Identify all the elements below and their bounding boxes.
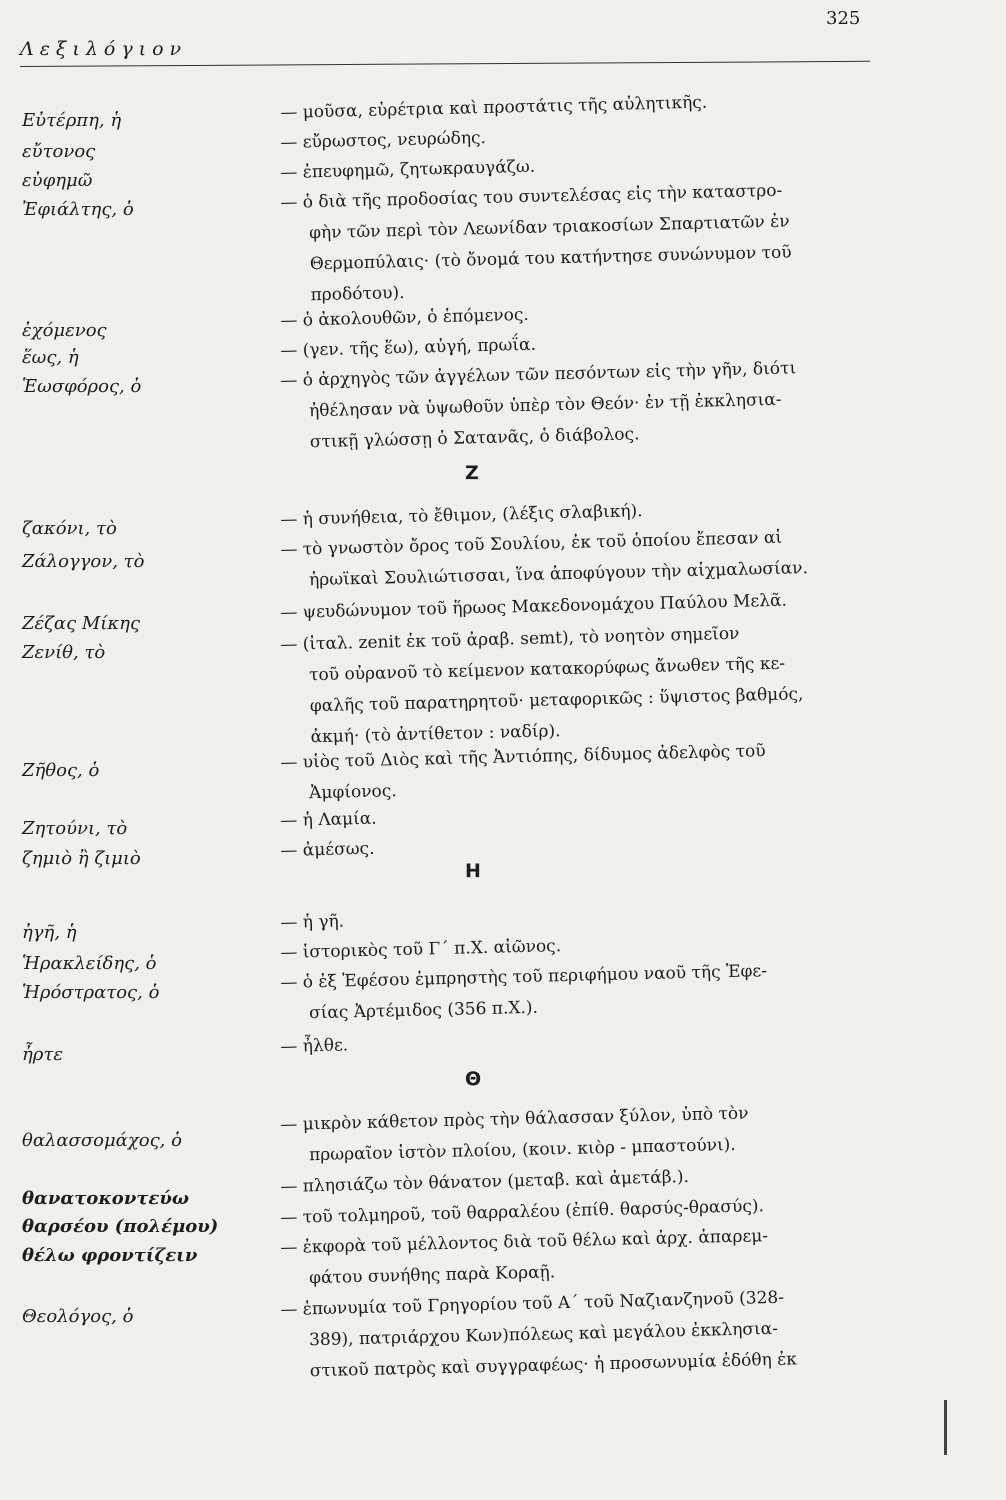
definition-line: προδότου). <box>310 282 405 306</box>
definition-line: Θερμοπύλαις· (τὸ ὄνομά του κατήντησε συνώνυμον τοῦ <box>309 242 792 275</box>
definition-line: ἡρωϊκαὶ Σουλιώτισσαι, ἵνα ἀποφύγουν τὴν αἰχμαλωσίαν. <box>308 558 809 591</box>
definition-line: — (γεν. τῆς ἕω), αὐγή, πρωΐα. <box>280 334 537 361</box>
definition-line: Ἀμφίονος. <box>308 781 397 804</box>
headword: εὐφημῶ <box>22 170 93 191</box>
section-letter-eta: Η <box>465 860 481 882</box>
definition-line: — ὁ ἀκολουθῶν, ὁ ἑπόμενος. <box>280 304 530 331</box>
definition-line: τοῦ οὐρανοῦ τὸ κείμενον κατακορύφως ἄνωθεν τῆς κε- <box>308 653 786 686</box>
headword: Ἑωσφόρος, ὁ <box>22 376 142 397</box>
definition-line: — ἀμέσως. <box>280 838 375 861</box>
running-title: Λεξιλόγιον <box>20 38 188 60</box>
definition-line: φὴν τῶν περὶ τὸν Λεωνίδαν τριακοσίων Σπαρτιατῶν ἐν <box>308 211 790 244</box>
definition-line: — ἐπευφημῶ, ζητωκραυγάζω. <box>280 156 536 183</box>
definition-line: — ψευδώνυμον τοῦ ἥρωος Μακεδονομάχου Παύλου Μελᾶ. <box>280 590 788 623</box>
headword: ζημιὸ ἢ ζιμιὸ <box>22 848 141 869</box>
definition <box>280 351 912 459</box>
headword: Εὐτέρπη, ἡ <box>22 110 122 131</box>
definition-line: — πλησιάζω τὸν θάνατον (μεταβ. καὶ ἀμετάβ.). <box>280 1167 690 1197</box>
definition-line: — ὁ ἐξ Ἐφέσου ἐμπρηστὴς τοῦ περιφήμου ναοῦ τῆς Ἐφε- <box>280 961 768 993</box>
headword: Ἡρόστρατος, ὁ <box>22 982 160 1003</box>
headword: ἦρτε <box>22 1044 63 1065</box>
definition-line: — ἡ συνήθεια, τὸ ἔθιμον, (λέξις σλαβική). <box>280 501 643 530</box>
headword: Ζάλογγον, τὸ <box>22 551 145 572</box>
definition-line: 389), πατριάρχου Κων)πόλεως καὶ μεγάλου ἐκκλησια- <box>308 1318 779 1351</box>
headword: εὔτονος <box>22 141 96 162</box>
definition-line: — τὸ γνωστὸν ὄρος τοῦ Σουλίου, ἐκ τοῦ ὁποίου ἔπεσαν αἱ <box>280 527 783 560</box>
definition <box>280 173 913 312</box>
headword: θαλασσομάχος, ὁ <box>22 1130 182 1151</box>
definition-line: στικοῦ πατρὸς καὶ συγγραφέως· ἡ προσωνυμία ἐδόθη ἐκ <box>309 1349 798 1382</box>
definition-line: — εὔρωστος, νευρώδης. <box>280 127 487 153</box>
headword: ζακόνι, τὸ <box>22 518 117 539</box>
headword: θέλω φροντίζειν <box>22 1245 198 1266</box>
header-rule <box>20 61 870 67</box>
definition-line: φαλῆς τοῦ παρατηρητοῦ· μεταφορικῶς : ὕψιστος βαθμός, <box>309 684 804 717</box>
headword: ἠγῆ, ἡ <box>22 922 77 943</box>
page-number: 325 <box>826 8 861 29</box>
definition-line: — μικρὸν κάθετον πρὸς τὴν θάλασσαν ξύλον, ὑπὸ τὸν <box>280 1103 749 1135</box>
headword: Ζενίθ, τὸ <box>22 642 106 663</box>
headword: ἕως, ἡ <box>22 347 79 368</box>
definition-line: σίας Ἀρτέμιδος (356 π.Χ.). <box>308 997 539 1024</box>
definition-line: — ἐκφορὰ τοῦ μέλλοντος διὰ τοῦ θέλω καὶ ἀρχ. ἀπαρεμ- <box>280 1226 769 1258</box>
definition-line: — ὁ διὰ τῆς προδοσίας του συντελέσας εἰς τὴν καταστρο- <box>280 180 783 213</box>
headword: θανατοκοντεύω <box>22 1188 189 1209</box>
definition-line: — ἐπωνυμία τοῦ Γρηγορίου τοῦ Α΄ τοῦ Ναζιανζηνοῦ (328- <box>280 1287 785 1320</box>
definition-line: ἠθέλησαν νὰ ὑψωθοῦν ὑπὲρ τὸν Θεόν· ἐν τῇ ἐκκλησια- <box>308 389 782 422</box>
definition-line: φάτου συνήθης παρὰ Κοραῇ. <box>308 1262 556 1289</box>
definition-line: πρωραῖον ἱστὸν πλοίου, (κοιν. κιὸρ - μπαστούνι). <box>308 1134 736 1166</box>
headword: Ζῆθος, ὁ <box>22 760 100 781</box>
definition-line: — ἱστορικὸς τοῦ Γ΄ π.Χ. αἰῶνος. <box>280 936 562 963</box>
headword: θαρσέου (πολέμου) <box>22 1216 219 1237</box>
headword: Θεολόγος, ὁ <box>22 1306 134 1327</box>
section-letter-theta: Θ <box>465 1068 482 1090</box>
margin-mark <box>944 1400 947 1455</box>
definition-line: στικῇ γλώσσῃ ὁ Σατανᾶς, ὁ διάβολος. <box>309 424 640 453</box>
definition-line: — ἡ Λαμία. <box>280 808 377 831</box>
definition <box>280 1280 912 1388</box>
definition <box>280 615 913 754</box>
definition-line: — ὁ ἀρχηγὸς τῶν ἀγγέλων τῶν πεσόντων εἰς τὴν γῆν, διότι <box>280 358 797 391</box>
definition-line: ἀκμή· (τὸ ἀντίθετον : ναδίρ). <box>310 721 561 748</box>
headword: ἐχόμενος <box>22 320 107 341</box>
headword: Ἡρακλείδης, ὁ <box>22 953 157 974</box>
definition-line: — ἦλθε. <box>280 1035 349 1057</box>
definition-line: — τοῦ τολμηροῦ, τοῦ θαρραλέου (ἐπίθ. θαρσύς-θρασύς). <box>280 1196 765 1228</box>
definition-line: — ἡ γῆ. <box>280 911 345 933</box>
headword: Ζέζας Μίκης <box>22 613 141 634</box>
definition-line: — μοῦσα, εὑρέτρια καὶ προστάτις τῆς αὐλητικῆς. <box>280 92 708 123</box>
headword: Ζητούνι, τὸ <box>22 818 128 839</box>
section-letter-zeta: Ζ <box>465 462 479 484</box>
definition-line: — (ἰταλ. zenit ἐκ τοῦ ἀραβ. semt), τὸ νοητὸν σημεῖον <box>280 623 740 655</box>
headword: Ἐφιάλτης, ὁ <box>22 199 134 220</box>
definition-line: — υἱὸς τοῦ Διὸς καὶ τῆς Ἀντιόπης, δίδυμος ἀδελφὸς τοῦ <box>280 741 766 773</box>
